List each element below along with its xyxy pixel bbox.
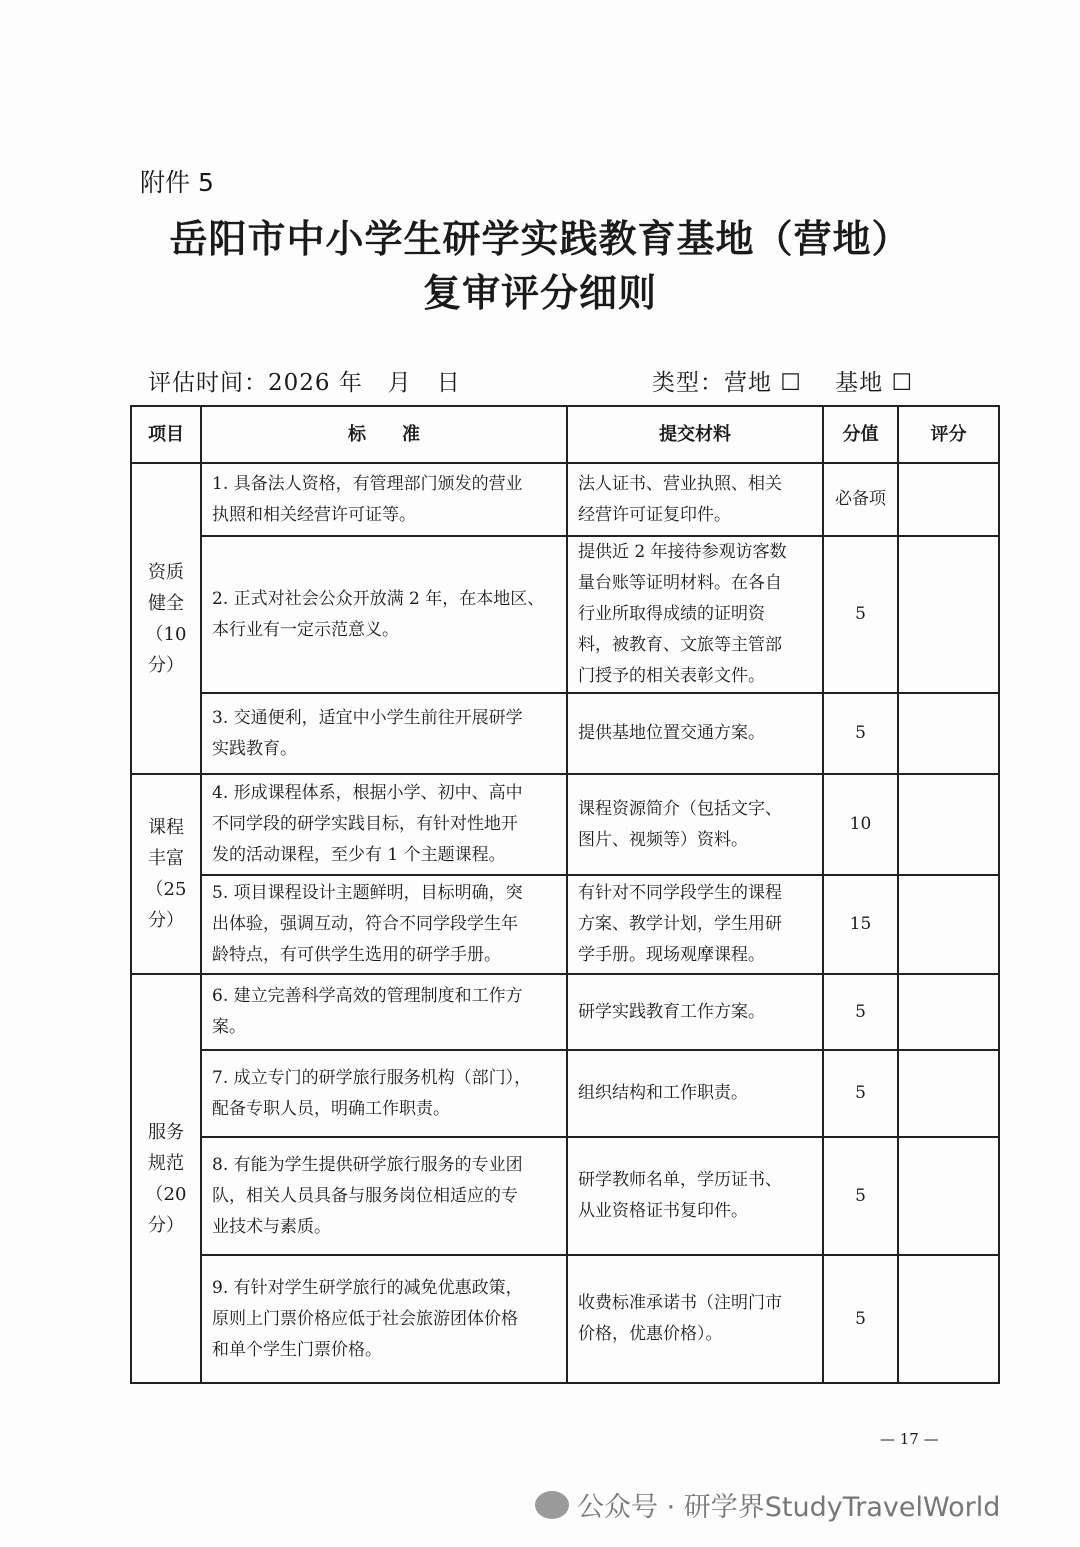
category-cell: 课程 丰富 （25 分）	[131, 774, 201, 974]
standard-cell: 1. 具备法人资格，有管理部门颁发的营业 执照和相关经营许可证等。	[201, 463, 567, 536]
header-rating: 评分	[898, 406, 999, 463]
score-cell: 5	[823, 693, 898, 774]
page-number: — 17 —	[880, 1430, 939, 1448]
table-row	[131, 463, 999, 536]
score-cell: 5	[823, 536, 898, 693]
category-cell: 服务 规范 （20 分）	[131, 974, 201, 1383]
standard-cell: 8. 有能为学生提供研学旅行服务的专业团 队，相关人员具备与服务岗位相适应的专 业技术与素质。	[201, 1137, 567, 1255]
rating-cell[interactable]	[898, 974, 999, 1050]
title-line-1: 岳阳市中小学生研学实践教育基地（营地）	[169, 217, 911, 261]
materials-cell: 组织结构和工作职责。	[567, 1050, 823, 1137]
materials-cell: 有针对不同学段学生的课程 方案、教学计划，学生用研 学手册。现场观摩课程。	[567, 875, 823, 974]
materials-cell: 提供基地位置交通方案。	[567, 693, 823, 774]
header-score: 分值	[823, 406, 898, 463]
standard-cell: 4. 形成课程体系，根据小学、初中、高中 不同学段的研学实践目标，有针对性地开 发的活动课程，至少有 1 个主题课程。	[201, 774, 567, 875]
score-cell: 10	[823, 774, 898, 875]
table-row	[131, 1050, 999, 1137]
materials-cell: 收费标准承诺书（注明门市 价格，优惠价格）。	[567, 1255, 823, 1383]
rating-cell[interactable]	[898, 463, 999, 536]
table-row	[131, 875, 999, 974]
scoring-table	[130, 405, 1000, 1384]
rating-cell[interactable]	[898, 536, 999, 693]
table-row	[131, 536, 999, 693]
table-header	[131, 406, 999, 463]
rating-cell[interactable]	[898, 1255, 999, 1383]
materials-cell: 提供近 2 年接待参观访客数 量台账等证明材料。在各自 行业所取得成绩的证明资 料，被教育、文旅等主管部 门授予的相关表彰文件。	[567, 536, 823, 693]
wechat-icon	[535, 1491, 569, 1519]
score-cell: 5	[823, 1050, 898, 1137]
table-row	[131, 1137, 999, 1255]
rating-cell[interactable]	[898, 774, 999, 875]
rating-cell[interactable]	[898, 875, 999, 974]
table-row	[131, 693, 999, 774]
score-cell: 5	[823, 1255, 898, 1383]
category-cell: 资质 健全 （10 分）	[131, 463, 201, 774]
table-row	[131, 1255, 999, 1383]
materials-cell: 法人证书、营业执照、相关 经营许可证复印件。	[567, 463, 823, 536]
rating-cell[interactable]	[898, 1050, 999, 1137]
score-cell: 5	[823, 974, 898, 1050]
standard-cell: 6. 建立完善科学高效的管理制度和工作方 案。	[201, 974, 567, 1050]
type-checkboxes: 类型：营地 ☐ 基地 ☐	[652, 370, 914, 396]
standard-cell: 5. 项目课程设计主题鲜明，目标明确，突 出体验，强调互动，符合不同学段学生年 龄特点，有可供学生选用的研学手册。	[201, 875, 567, 974]
watermark-text: 公众号 · 研学界StudyTravelWorld	[577, 1492, 1001, 1523]
rating-cell[interactable]	[898, 1137, 999, 1255]
standard-cell: 9. 有针对学生研学旅行的减免优惠政策， 原则上门票价格应低于社会旅游团体价格 和单个学生门票价格。	[201, 1255, 567, 1383]
score-cell: 15	[823, 875, 898, 974]
header-materials: 提交材料	[567, 406, 823, 463]
header-item: 项目	[131, 406, 201, 463]
attachment-label: 附件 5	[140, 168, 214, 197]
watermark	[535, 1485, 1000, 1524]
score-cell: 必备项	[823, 463, 898, 536]
standard-cell: 2. 正式对社会公众开放满 2 年，在本地区、 本行业有一定示范意义。	[201, 536, 567, 693]
standard-cell: 7. 成立专门的研学旅行服务机构（部门）， 配备专职人员，明确工作职责。	[201, 1050, 567, 1137]
rating-cell[interactable]	[898, 693, 999, 774]
standard-cell: 3. 交通便利，适宜中小学生前往开展研学 实践教育。	[201, 693, 567, 774]
materials-cell: 课程资源简介（包括文字、 图片、视频等）资料。	[567, 774, 823, 875]
score-cell: 5	[823, 1137, 898, 1255]
title-line-2: 复审评分细则	[422, 271, 657, 315]
materials-cell: 研学实践教育工作方案。	[567, 974, 823, 1050]
evaluation-date: 评估时间：2026 年 月 日	[148, 370, 461, 396]
table-row	[131, 774, 999, 875]
header-standard: 标 准	[201, 406, 567, 463]
materials-cell: 研学教师名单，学历证书、 从业资格证书复印件。	[567, 1137, 823, 1255]
table-row	[131, 974, 999, 1050]
